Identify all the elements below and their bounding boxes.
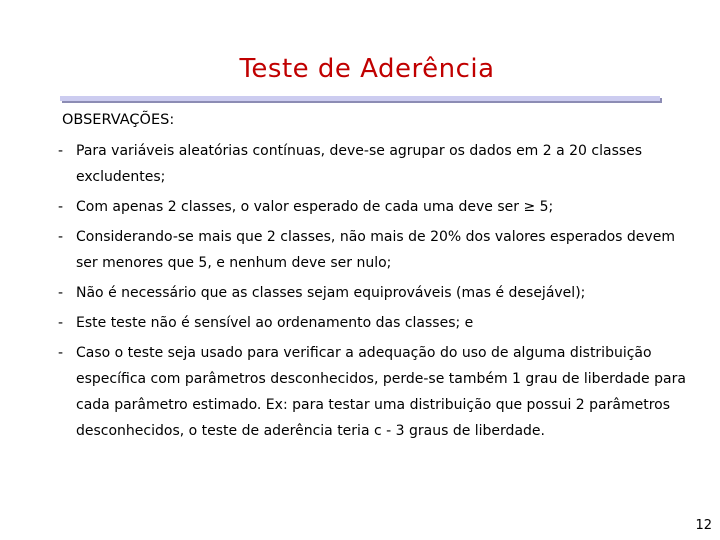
page-number: 12: [695, 518, 712, 533]
list-item: [58, 280, 698, 306]
observations-heading: OBSERVAÇÕES:: [62, 112, 175, 128]
list-item-text: Caso o teste seja usado para verificar a adequação do uso de alguma distribuição específica com parâmetros desconhecidos, perde-se também 1 grau de liberdade para cada parâmetro estimado. Ex: para testar uma distribuição que possui 2 parâmetros desconhecidos, o teste de aderência teria c - 3 graus de liberdade.: [76, 345, 686, 439]
list-item-text: Com apenas 2 classes, o valor esperado de cada uma deve ser ≥ 5;: [76, 199, 554, 215]
bullet-dash: -: [58, 285, 64, 301]
observations-list: [58, 138, 698, 448]
bullet-dash: -: [58, 229, 64, 245]
bullet-dash: -: [58, 345, 64, 361]
list-item-text: Este teste não é sensível ao ordenamento das classes; e: [76, 315, 474, 331]
list-item-text: Considerando-se mais que 2 classes, não mais de 20% dos valores esperados devem ser menores que 5, e nenhum deve ser nulo;: [76, 229, 675, 271]
title-underline: [60, 96, 660, 103]
list-item: [58, 340, 698, 444]
list-item-text: Não é necessário que as classes sejam equiprováveis (mas é desejável);: [76, 285, 586, 301]
list-item: [58, 310, 698, 336]
list-item: [58, 194, 698, 220]
slide-title: Teste de Aderência: [239, 54, 495, 84]
list-item-text: Para variáveis aleatórias contínuas, deve-se agrupar os dados em 2 a 20 classes excludentes;: [76, 143, 643, 185]
list-item: [58, 224, 698, 276]
bullet-dash: -: [58, 315, 64, 331]
bullet-dash: -: [58, 143, 64, 159]
title-underline-bar: [60, 96, 660, 101]
list-item: [58, 138, 698, 190]
bullet-dash: -: [58, 199, 64, 215]
